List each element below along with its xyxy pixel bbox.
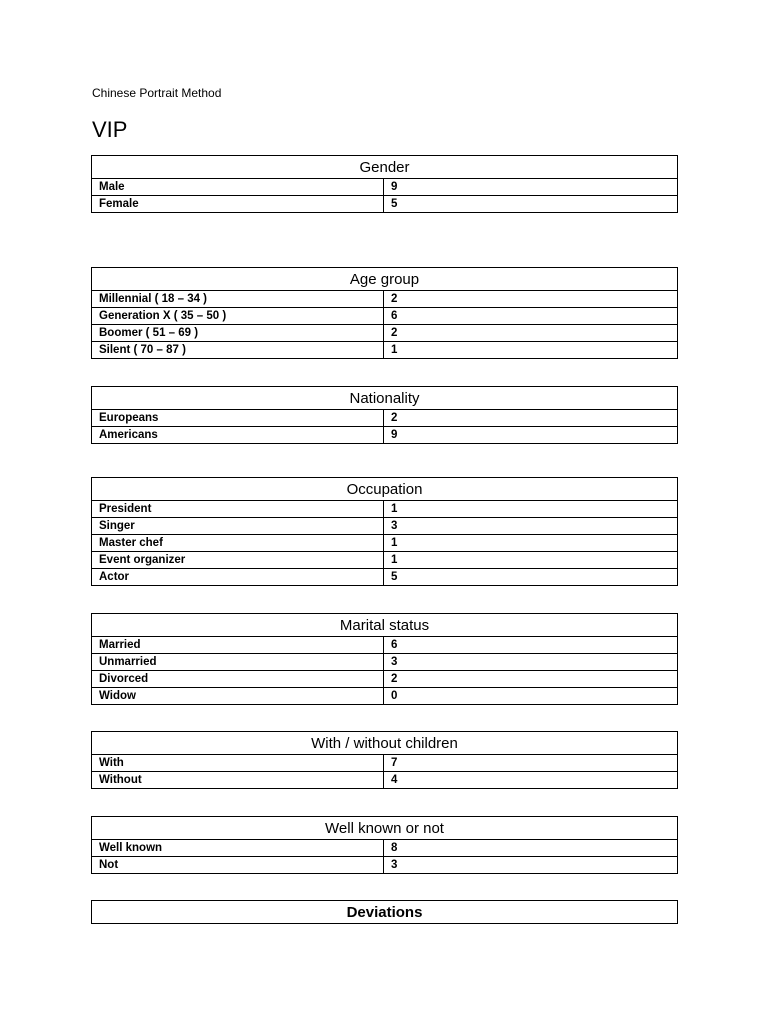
row-value: 5 xyxy=(384,569,678,586)
table-row xyxy=(92,637,678,654)
table-row xyxy=(92,518,678,535)
row-label: Actor xyxy=(92,569,384,586)
marital-status-table-header: Marital status xyxy=(92,614,678,637)
row-label: Unmarried xyxy=(92,654,384,671)
gender-table-header: Gender xyxy=(92,156,678,179)
row-label: Europeans xyxy=(92,410,384,427)
row-value: 8 xyxy=(384,840,678,857)
table-row xyxy=(92,552,678,569)
row-label: President xyxy=(92,501,384,518)
table-row xyxy=(92,501,678,518)
children-table-header: With / without children xyxy=(92,732,678,755)
row-label: Male xyxy=(92,179,384,196)
row-value: 2 xyxy=(384,291,678,308)
table-row xyxy=(92,755,678,772)
row-label: Female xyxy=(92,196,384,213)
age-group-table xyxy=(91,267,678,359)
document-heading: VIP xyxy=(92,117,128,142)
row-value: 2 xyxy=(384,325,678,342)
row-label: Generation X ( 35 – 50 ) xyxy=(92,308,384,325)
row-label: Americans xyxy=(92,427,384,444)
document-title: Chinese Portrait Method xyxy=(92,86,222,100)
table-row xyxy=(92,342,678,359)
row-value: 4 xyxy=(384,772,678,789)
row-label: Not xyxy=(92,857,384,874)
table-row xyxy=(92,535,678,552)
table-row xyxy=(92,427,678,444)
table-row xyxy=(92,410,678,427)
row-value: 2 xyxy=(384,410,678,427)
row-value: 1 xyxy=(384,535,678,552)
row-value: 9 xyxy=(384,179,678,196)
table-row xyxy=(92,569,678,586)
row-label: Event organizer xyxy=(92,552,384,569)
row-value: 1 xyxy=(384,552,678,569)
children-table xyxy=(91,731,678,789)
nationality-table-header: Nationality xyxy=(92,387,678,410)
row-value: 6 xyxy=(384,637,678,654)
table-row xyxy=(92,196,678,213)
table-row xyxy=(92,308,678,325)
well-known-table-header: Well known or not xyxy=(92,817,678,840)
table-row xyxy=(92,671,678,688)
nationality-table xyxy=(91,386,678,444)
table-row xyxy=(92,179,678,196)
row-label: Widow xyxy=(92,688,384,705)
row-value: 3 xyxy=(384,857,678,874)
gender-table xyxy=(91,155,678,213)
table-row xyxy=(92,291,678,308)
row-value: 9 xyxy=(384,427,678,444)
row-value: 3 xyxy=(384,518,678,535)
occupation-table xyxy=(91,477,678,586)
row-value: 1 xyxy=(384,342,678,359)
row-label: Millennial ( 18 – 34 ) xyxy=(92,291,384,308)
row-value: 2 xyxy=(384,671,678,688)
row-label: Master chef xyxy=(92,535,384,552)
table-row xyxy=(92,688,678,705)
row-label: Without xyxy=(92,772,384,789)
deviations-table xyxy=(91,900,678,924)
row-label: Silent ( 70 – 87 ) xyxy=(92,342,384,359)
row-label: Married xyxy=(92,637,384,654)
well-known-table xyxy=(91,816,678,874)
row-value: 7 xyxy=(384,755,678,772)
row-label: Boomer ( 51 – 69 ) xyxy=(92,325,384,342)
row-value: 6 xyxy=(384,308,678,325)
marital-status-table xyxy=(91,613,678,705)
table-row xyxy=(92,840,678,857)
table-row xyxy=(92,772,678,789)
row-label: Singer xyxy=(92,518,384,535)
row-value: 3 xyxy=(384,654,678,671)
row-value: 5 xyxy=(384,196,678,213)
row-value: 0 xyxy=(384,688,678,705)
row-label: With xyxy=(92,755,384,772)
table-row xyxy=(92,857,678,874)
age-group-table-header: Age group xyxy=(92,268,678,291)
table-row xyxy=(92,654,678,671)
row-value: 1 xyxy=(384,501,678,518)
table-row xyxy=(92,325,678,342)
deviations-table-header: Deviations xyxy=(92,901,678,924)
occupation-table-header: Occupation xyxy=(92,478,678,501)
row-label: Well known xyxy=(92,840,384,857)
row-label: Divorced xyxy=(92,671,384,688)
